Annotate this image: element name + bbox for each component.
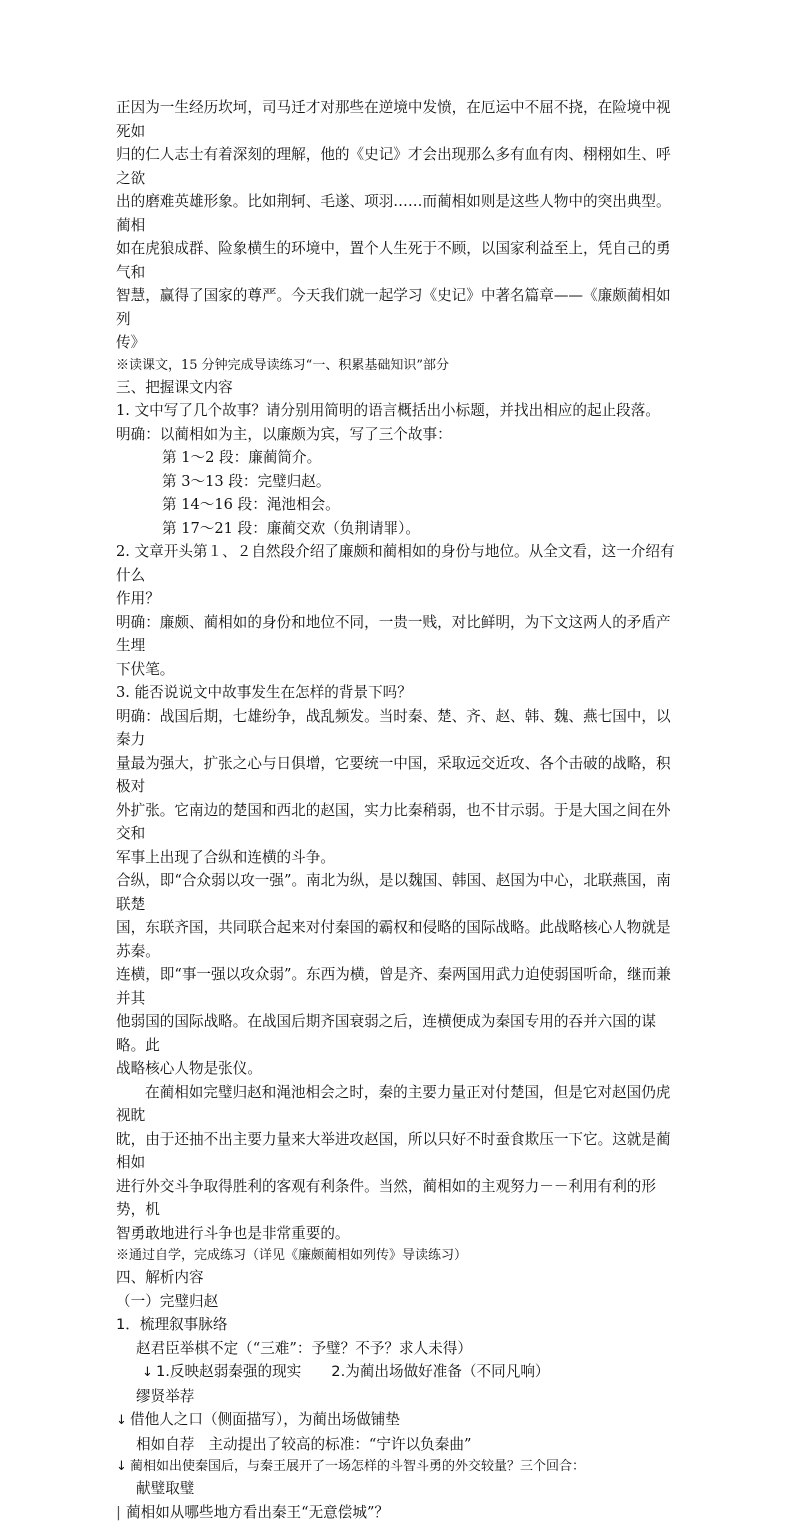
flow-line: 赵君臣举棋不定（“三难”：予璧？不予？求人未得） — [116, 1337, 684, 1361]
background-paragraph: 在蔺相如完璧归赵和渑池相会之时，秦的主要力量正对付楚国，但是它对赵国仍虎视眈 — [116, 1081, 684, 1128]
lianheng-paragraph: 连横，即“事一强以攻众弱”。东西为横，曾是齐、秦两国用武力迫使弱国听命，继而兼并其 — [116, 963, 684, 1010]
list-item: 第 3～13 段：完璧归赵。 — [116, 470, 684, 494]
lianheng-paragraph: 他弱国的国际战略。在战国后期齐国衰弱之后，连横便成为秦国专用的吞并六国的谋略。此 — [116, 1010, 684, 1057]
flow-row — [116, 1456, 684, 1477]
answer-3: 量最为强大，扩张之心与日俱增，它要统一中国，采取远交近攻、各个击破的战略，积极对 — [116, 752, 684, 799]
background-paragraph: 眈，由于还抽不出主要力量来大举进攻赵国，所以只好不时蚕食欺压一下它。这就是蔺相如 — [116, 1128, 684, 1175]
document-page — [116, 96, 684, 1524]
flow-note: 借他人之口（侧面描写），为蔺出场做铺垫 — [130, 1408, 400, 1432]
down-arrow-icon: ↓ — [142, 1361, 156, 1385]
flow-note: 2.为蔺出场做好准备（不同凡响） — [331, 1360, 549, 1384]
flow-line: 缪贤举荐 — [116, 1385, 684, 1409]
intro-line: 正因为一生经历坎坷，司马迁才对那些在逆境中发愤，在厄运中不屈不挠，在险境中视死如 — [116, 96, 684, 143]
answer-2: 明确：廉颇、蔺相如的身份和地位不同，一贵一贱，对比鲜明，为下文这两人的矛盾产生埋 — [116, 611, 684, 658]
intro-line: 出的磨难英雄形象。比如荆轲、毛遂、项羽……而蔺相如则是这些人物中的突出典型。蔺相 — [116, 190, 684, 237]
flow-note: 1.反映赵弱秦强的现实 — [156, 1360, 301, 1384]
intro-line: 如在虎狼成群、险象横生的环境中，置个人生死于不顾，以国家利益至上，凭自己的勇气和 — [116, 237, 684, 284]
flow-note: 蔺相如从哪些地方看出秦王“无意偿城”？ — [126, 1501, 389, 1524]
intro-line: 智慧，赢得了国家的尊严。今天我们就一起学习《史记》中著名篇章——《廉颇蔺相如列 — [116, 284, 684, 331]
background-paragraph: 智勇敢地进行斗争也是非常重要的。 — [116, 1222, 684, 1246]
self-study-note: ※通过自学，完成练习（详见《廉颇蔺相如列传》导读练习） — [116, 1245, 684, 1266]
subsection-heading: （一）完璧归赵 — [116, 1290, 684, 1314]
down-arrow-icon: ↓ — [116, 1409, 130, 1433]
question-1: 1. 文中写了几个故事？请分别用简明的语言概括出小标题，并找出相应的起止段落。 — [116, 399, 684, 423]
section-heading: 四、解析内容 — [116, 1266, 684, 1290]
answer-1: 明确：以蔺相如为主，以廉颇为宾，写了三个故事： — [116, 423, 684, 447]
vertical-bar-icon: | — [116, 1501, 126, 1524]
question-3: 3. 能否说说文中故事发生在怎样的背景下吗？ — [116, 681, 684, 705]
question-2: 2. 文章开头第１、２自然段介绍了廉颇和蔺相如的身份与地位。从全文看，这一介绍有什么 — [116, 540, 684, 587]
down-arrow-icon: ↓ — [116, 1456, 130, 1477]
background-paragraph: 进行外交斗争取得胜利的客观有利条件。当然，蔺相如的主观努力－－利用有利的形势，机 — [116, 1175, 684, 1222]
list-item: 第 17～21 段：廉蔺交欢（负荆请罪）。 — [116, 517, 684, 541]
hezong-paragraph: 合纵，即“合众弱以攻一强”。南北为纵，是以魏国、韩国、赵国为中心，北联燕国，南联楚 — [116, 869, 684, 916]
question-2: 作用？ — [116, 587, 684, 611]
intro-line: 归的仁人志士有着深刻的理解，他的《史记》才会出现那么多有血有肉、栩栩如生、呼之欲 — [116, 143, 684, 190]
answer-2: 下伏笔。 — [116, 658, 684, 682]
section-heading: 三、把握课文内容 — [116, 376, 684, 400]
flow-row — [116, 1360, 684, 1385]
reading-note: ※读课文，15 分钟完成导读练习“一、积累基础知识”部分 — [116, 355, 684, 376]
flow-row — [116, 1501, 684, 1524]
flow-line: 献璧取璧 — [116, 1477, 684, 1501]
flow-row — [116, 1433, 684, 1457]
flow-note: 蔺相如出使秦国后，与秦王展开了一场怎样的斗智斗勇的外交较量？三个回合： — [130, 1456, 585, 1477]
flow-note: 主动提出了较高的标准：“宁许以负秦曲” — [208, 1433, 471, 1457]
list-item: 第 1～2 段：廉蔺简介。 — [116, 446, 684, 470]
list-item: 第 14～16 段：渑池相会。 — [116, 493, 684, 517]
lianheng-paragraph: 战略核心人物是张仪。 — [116, 1057, 684, 1081]
answer-3: 外扩张。它南边的楚国和西北的赵国，实力比秦稍弱，也不甘示弱。于是大国之间在外交和 — [116, 799, 684, 846]
flow-line: 相如自荐 — [136, 1433, 194, 1457]
intro-line: 传》 — [116, 331, 684, 355]
answer-3: 军事上出现了合纵和连横的斗争。 — [116, 846, 684, 870]
answer-3: 明确：战国后期，七雄纷争，战乱频发。当时秦、楚、齐、赵、韩、魏、燕七国中，以秦力 — [116, 705, 684, 752]
flow-row — [116, 1408, 684, 1433]
subsection-item: 1．梳理叙事脉络 — [116, 1313, 684, 1337]
hezong-paragraph: 国，东联齐国，共同联合起来对付秦国的霸权和侵略的国际战略。此战略核心人物就是苏秦。 — [116, 916, 684, 963]
